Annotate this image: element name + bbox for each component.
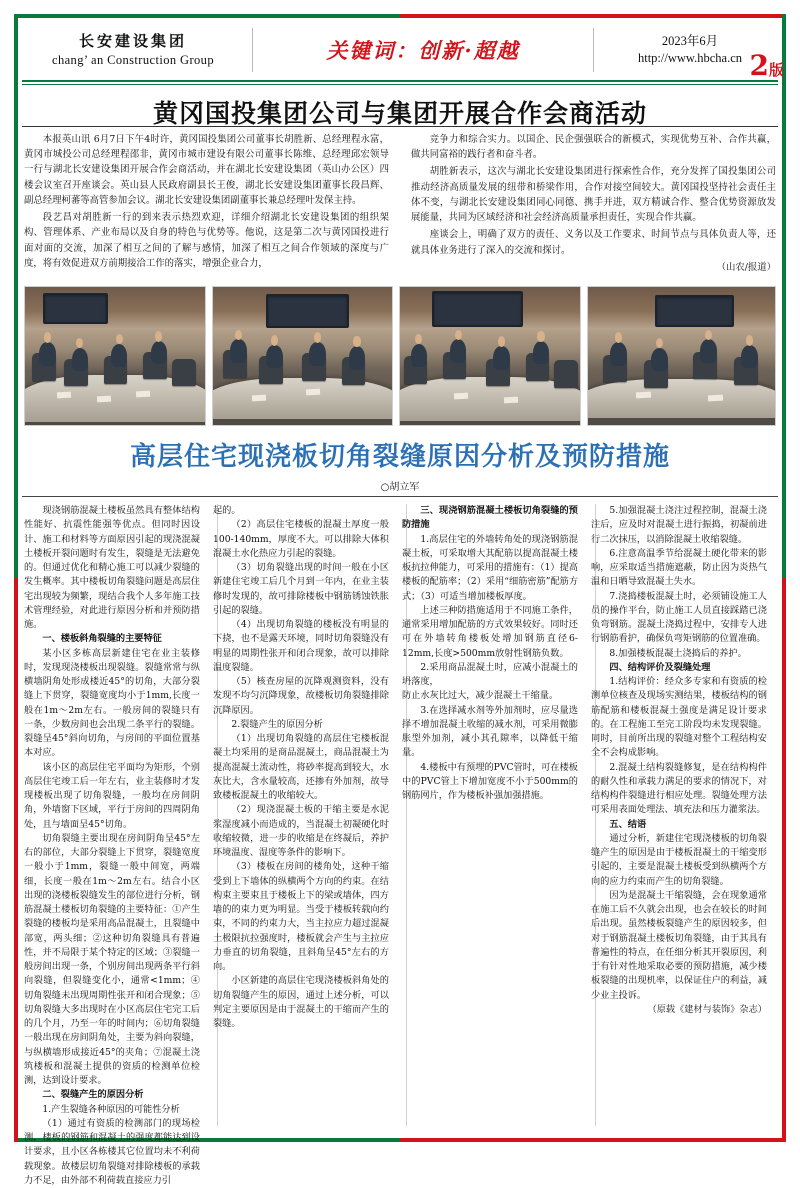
paragraph: （2）现浇混凝土板的干缩主要是水泥浆湿度减小而造成的，当混凝土初凝硬化时收缩较微，进一步的收缩是在终凝后，养护环境温度、湿度等条件的影响下。	[213, 804, 389, 858]
article2-column-4	[591, 504, 767, 1126]
page-number-badge	[749, 49, 785, 82]
organization-name-cn: 长安建设集团	[78, 31, 187, 50]
paragraph: 该小区的高层住宅平面均为矩形，个别高层住宅竣工后一年左右，业主装修时才发现楼板出现了切角裂缝，一般均在房间阴角，外墙窗下区域，平行于房间的四周阴角处，且与墙面呈45°切角。	[24, 761, 200, 830]
article1-byline: （山农/报道）	[716, 261, 776, 273]
section-heading: 五、结语	[609, 818, 647, 830]
section-heading: 一、楼板斜角裂缝的主要特征	[42, 633, 162, 645]
paragraph: 上述三种防措施适用于不同施工条件，通常采用增加配筋的方式效果较好。同时还可在外墙转角楼板处增加钢筋直径6-12mm,长度>500mm放射性钢筋负数。	[402, 604, 578, 659]
article2-author: ○胡立军	[380, 482, 420, 493]
masthead-divider-right	[593, 28, 594, 72]
photo-meeting-1	[24, 286, 206, 426]
paragraph: （1）通过有资质的检测部门的现场检测，楼板的钢筋和混凝土的强度都能达到设计要求，且小区各栋楼其它位置均未不利荷载现象。故楼层切角裂缝对排除楼板的承载力不足，由外部不利荷载直接应力引	[24, 1117, 200, 1186]
paragraph: 2.采用商品混凝土时，应减小混凝土的坍落度，	[402, 661, 578, 687]
paragraph: 防止水灰比过大，减少混凝土干缩量。	[402, 690, 559, 702]
paragraph: 1.结构评价：经众多专家和有资质的检测单位核查及现场实测结果，楼板结构的钢筋配筋和楼板混凝土强度是满足设计要求的。在工程施工至完工阶段均未发现裂缝。同时，目前所出现的裂缝对整个工程结构安全不会构成影响。	[591, 676, 767, 759]
paragraph: （1）出现切角裂缝的高层住宅楼板混凝土均采用的是商品混凝土，商品混凝土为提高混凝土流动性，将砂率提高到较大，水灰比大，含水量较高，还掺有外加剂，故导致楼板混凝土的收缩较大。	[213, 733, 389, 801]
paragraph: 2.混凝土结构裂缝修复，是在结构构件的耐久性和承载力满足的要求的情况下，对结构构件裂缝进行相应处理。裂缝处理方法可采用表面处理法、填充法和压力灌浆法。	[591, 761, 767, 816]
masthead-logo	[22, 33, 244, 68]
paragraph: 因为是混凝土干缩裂缝，会在现象通常在施工后不久就会出现，也会在较长的时间后出现。虽然楼板裂缝产生的原因较多，但对于钢筋混凝土楼板切角裂缝，由于其具有普遍性的特点，在任细分析其开裂原因，利于有针对性地采取必要的预防措施，减少楼板裂缝的出现机率，以保证住户的利益，减少业主投诉。	[591, 889, 767, 1001]
article2-column-2	[213, 504, 389, 1126]
article2-body	[24, 504, 776, 1186]
organization-name-en: chang’ an Construction Group	[52, 52, 214, 67]
paragraph: （3）切角裂缝出现的时间一般在小区新建住宅竣工后几个月到一年内，在业主装修时发现的，故可排除楼板中钢筋锈蚀铁胀引起的裂缝。	[213, 562, 389, 616]
masthead-keyword: 关键词：创新·超越	[326, 38, 520, 63]
masthead-rule-thick	[22, 80, 778, 82]
frame-left-border	[14, 14, 18, 1142]
paragraph: 7.浇捣楼板混凝土时，必须铺设施工人员的操作平台，防止施工人员直接踩踏已浇负弯钢筋。混凝土浇捣过程中，安排专人进行钢筋看护，确保负弯矩钢筋的位置准确。	[591, 590, 767, 645]
article2-rule	[22, 496, 778, 497]
paragraph: 切角裂缝主要出现在房间阴角呈45°左右的部位，大部分裂缝上下贯穿，裂缝宽度一般小于1mm，裂缝一般中间宽，两端细，长度一般在1m～2m左右。结合小区出现的浇楼板裂缝发生的部位进行分析，钢筋混凝土楼板切角裂缝的主要特征：①产生裂缝的楼板均是采用高品混凝土，且裂缝中部宽，两头细；②这种切角裂缝具有普遍性，并不局限于某个特定的区域；③裂缝一般房间出现一条，个别房间出现两条平行斜向裂缝，但裂缝变化小，通常<1mm；④切角裂缝未出现周期性张开和闭合现象；⑤切角裂缝大多出现时在小区高层住宅完工后的几个月，乃至一年的时间内；⑥切角裂缝一般出现在房间阴角处，主要为斜向裂缝，与纵横墙形成接近45°的夹角；⑦混凝土浇筑楼板和混凝土提供的资质的检测单位检测，达到设计要求。	[24, 832, 200, 1086]
article1-column-2	[411, 132, 776, 280]
paragraph: 通过分析，新建住宅现浇楼板的切角裂缝产生的原因是由于楼板混凝土的干缩变形引起的，主要是混凝土楼板受到纵横两个方向的应力约束而产生的切角裂缝。	[591, 832, 767, 887]
paragraph: 2.裂缝产生的原因分析	[231, 718, 323, 730]
paragraph: 8.加强楼板混凝土浇捣后的养护。	[609, 647, 747, 659]
paragraph: 3.在选择减水剂等外加剂时，应尽量选择不增加混凝土收缩的减水剂，可采用微膨胀型外加剂，减小其孔隙率，以降低干缩量。	[402, 704, 578, 759]
paragraph: 竞争力和综合实力。以国企、民企强强联合的新模式，实现优势互补、合作共赢，做共同富裕的践行者和奋斗者。	[411, 134, 776, 161]
section-heading: 二、裂缝产生的原因分析	[42, 1089, 144, 1101]
paragraph: 胡胜新表示，这次与湖北长安建设集团进行探索性合作，充分发挥了国投集团公司推动经济高质量发展的纽带和桥梁作用，合作对接空间较大。黄冈国投坚持社会责任主体不变，与湖北长安建设集团同心同德、携手并进，双方精诚合作、整合优势资源放发展能量，共同为区域经济和社会经济高质量承担责任，实现合作共赢。	[411, 166, 776, 224]
paragraph: 段艺昌对胡胜新一行的到来表示热烈欢迎，详细介绍湖北长安建设集团的组织架构、管理体系、产业布局以及自身的特色与优势等。他说，这是第二次与黄冈国投进行面对面的交流，加深了相互之间的了解与感情，加深了相互之间合作领域的深度与广度，将有效促进双方前期接洽工作的落实，增强企业合力，	[24, 212, 389, 269]
paragraph: 本报英山讯 6月7日下午4时许，黄冈国投集团公司董事长胡胜新、总经理程永富，黄冈市城投公司总经理程邵非，黄冈市城市建设有限公司董事长陈维、总经理邱宏领导一行与湖北长安建设集团开展合作会商活动，并在湖北长安建设集团（英山办公区）四楼会议室召开座谈会。英山县人民政府副县长王俊，湖北长安建设集团董事长段昌辉、副总经理柯蕃等高管参加会议。湖北长安建设集团副董事长兼总经理叶发保主持。	[24, 134, 389, 206]
photo-strip	[24, 286, 776, 426]
paragraph: 4.楼板中有预埋的PVC管时，可在楼板中的PVC管上下增加宽度不小于500mm的钢筋网片，作为楼板补强加强措施。	[402, 761, 578, 801]
article2-column-1	[24, 504, 200, 1186]
photo-meeting-2	[212, 286, 394, 426]
article1-body	[24, 132, 776, 280]
paragraph: 某小区多栋高层新建住宅在业主装修时，发现现浇楼板出现裂缝。裂缝常常与纵横墙阴角处形成楼近45°的切角，大部分裂缝上下贯穿，裂缝宽度均小于1mm,长度一般在1m～2m左右。一般房间的裂缝只有一条，少数房间也会出现二条平行的裂缝。裂缝呈45°斜向切角，与房间的平面位置基本对应。	[24, 647, 200, 759]
paragraph: 起的。	[213, 505, 241, 516]
paragraph: （3）楼板在房间的楼角处，这种干缩受到上下墙体的纵横两个方向的约束。在结构束主要束且于楼板上下的梁或墙体，四方墙的的束力更为明显。当受于楼板转载向约束，不同的约束力大，当主拉应力超过混凝土极限抗拉强度时，楼板就会产生与主拉应力垂直的切角裂缝，且斜角呈45°左右的方向。	[213, 861, 389, 972]
masthead	[22, 24, 778, 76]
paragraph: （2）高层住宅楼板的混凝土厚度一般100-140mm，厚度不大。可以排除大体积混凝土水化热应力引起的裂缝。	[213, 519, 389, 559]
paragraph: 现浇钢筋混凝土楼板虽然具有整体结构性能好、抗震性能强等优点。但同时因设计、施工和材料等方面原因引起的现浇混凝土楼板开裂问题时有发生，裂缝是无法避免的。但通过优化和精心施工可以减少裂缝的发生概率。其中楼板切角裂缝问题是高层住宅出现较为频繁，现结合我个人多年施工技术管理经验，对此进行原因分析和并预防措施。	[24, 505, 200, 630]
paragraph: 6.注意高温季节给混凝土硬化带来的影响，应采取适当措施遮蔽，防止因为炎热气温和日晒导致混凝土失水。	[591, 547, 767, 588]
article1-headline: 黄冈国投集团公司与集团开展合作会商活动	[152, 99, 647, 128]
article2-source: （原载《建材与装饰》杂志）	[647, 1003, 767, 1015]
frame-right-border	[782, 14, 786, 1142]
article1-column-1	[24, 132, 389, 280]
paragraph: 5.加强混凝土浇注过程控制，混凝土浇注后，应及时对混凝土进行振捣，初凝前进行二次抹压，以消除混凝土收缩裂缝。	[591, 505, 767, 545]
article1-rule	[22, 126, 778, 127]
page-number-label: 版	[768, 61, 784, 79]
paragraph: 小区新建的高层住宅现浇楼板斜角处的切角裂缝产生的原因，通过上述分析，可以判定主要原因是由于混凝土的干缩而产生的裂缝。	[213, 975, 389, 1029]
section-heading: 四、结构评价及裂缝处理	[609, 661, 711, 673]
paragraph: 座谈会上，明确了双方的责任、义务以及工作要求、时间节点与具体负责人等，还就具体业务进行了深入的交流和探讨。	[411, 229, 776, 256]
masthead-rule-thin	[22, 84, 778, 85]
paragraph: （4）出现切角裂缝的楼板没有明显的下挠，也不是露天环境，同时切角裂缝没有明显的周期性张开和闭合现象，故可以排除温度裂缝。	[213, 619, 389, 673]
photo-meeting-3	[399, 286, 581, 426]
masthead-keyword-box	[261, 35, 585, 65]
frame-top-border	[14, 14, 786, 18]
issue-date: 2023年6月	[661, 34, 719, 49]
website-url: http://www.hbcha.cn	[637, 51, 743, 65]
article2-column-3	[402, 504, 578, 1126]
paragraph: 1.产生裂缝各种原因的可能性分析	[42, 1103, 180, 1115]
section-heading: 三、现浇钢筋混凝土楼板切角裂缝的预防措施	[402, 505, 578, 531]
paragraph: （5）核查房屋的沉降观测资料，没有发现不均匀沉降现象，故楼板切角裂缝排除沉降原因。	[213, 676, 389, 716]
paragraph: 1.高层住宅的外墙转角处的现浇钢筋混凝土板，可采取增大其配筋以提高混凝土楼板抗拉伸能力，可采用的措施有：（1）提高楼板的配筋率；（2）采用“细筋密筋”配筋方式；（3）可适当增加楼板厚度。	[402, 533, 579, 602]
photo-meeting-4	[587, 286, 776, 426]
article2-headline: 高层住宅现浇板切角裂缝原因分析及预防措施	[129, 442, 670, 472]
page-number: 2	[749, 49, 769, 82]
masthead-divider-left	[252, 28, 253, 72]
